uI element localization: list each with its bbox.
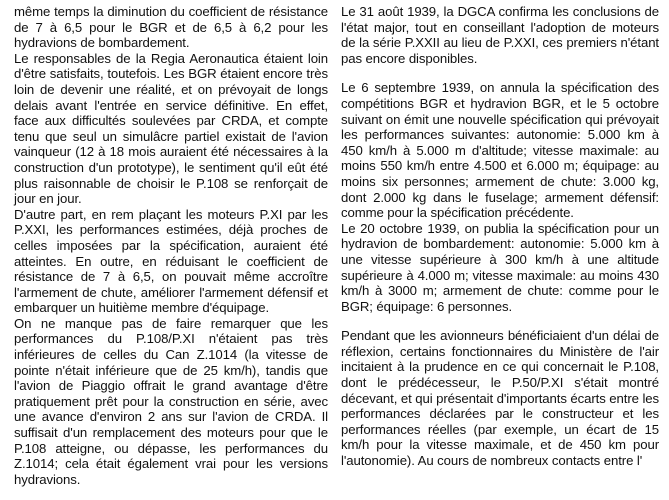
paragraph: Le 20 octobre 1939, on publia la spécification pour un hydravion de bombardement: autonomie: 5.000 km à une vitesse supérieure à 300 km/h à une altitude supérieure à 4.000 m; vitesse maximale: au moins 430 km/h à 3000 m; armement de chute: comme pour le BGR; équipage: 6 personnes. [341, 220, 659, 314]
paragraph: Le 31 août 1939, la DGCA confirma les conclusions de l'état major, tout en conseillant l'adoption de moteurs de la série P.XXII au lieu de P.XXI, ces premiers n'étant pas encore disponibles. [341, 4, 659, 66]
right-column [341, 4, 659, 469]
paragraph: même temps la diminution du coefficient de résistance de 7 à 6,5 pour le BGR et de 6,5 à 6,2 pour les hydravions de bombardement. [14, 4, 328, 51]
paragraph: Le responsables de la Regia Aeronautica étaient loin d'être satisfaits, toutefois. Les BGR étaient encore très loin de devenir une réalité, et on prévoyait de longs delais avant l'entrée en service définitive. En effet, face aux difficultés soulevées par CRDA, et compte tenu que seul un simulâcre partiel existait de l'avion vainqueur (12 à 18 mois auraient été nécessaires à la construction d'un prototype), le sentiment qu'il eût été plus raisonnable de choisir le P.108 se renforçait de jour en jour. [14, 50, 328, 207]
left-column [14, 4, 328, 487]
paragraph: D'autre part, en rem plaçant les moteurs P.XI par les P.XXI, les performances estimées, déjà proches de celles imposées par la spécification, auraient été atteintes. En outre, en réduisant le coefficient de résistance de 7 à 6,5, on pouvait même accroître l'armement de chute, améliorer l'armement défensif et embarquer un huitième membre d'équipage. [14, 206, 328, 316]
paragraph: On ne manque pas de faire remarquer que les performances du P.108/P.XI n'étaient pas très inférieures de celles du Can Z.1014 (la vitesse de pointe n'était inférieure que de 25 km/h), tandis que l'avion de Piaggio offrait le grand avantage d'être pratiquement prêt pour la construction en série, avec une avance d'environ 2 ans sur l'avion de CRDA. Il suffisait d'un remplacement des moteurs pour que le P.108 atteigne, ou dépasse, les performances du Z.1014; cela était également vrai pour les versions hydravions. [14, 315, 328, 487]
paragraph: Pendant que les avionneurs bénéficiaient d'un délai de réflexion, certains fonctionnaires du Ministère de l'air incitaient à la prudence en ce qui concernait le P.108, dont le prédécesseur, le P.50/P.XI s'était montré décevant, et qui présentait d'importants écarts entre les performances déclarées par le constructeur et les performances réelles (par exemple, un écart de 15 km/h pour la vitesse maximale, et de 450 km pour l'autonomie). Au cours de nombreux contacts entre l' [341, 328, 659, 469]
paragraph: Le 6 septembre 1939, on annula la spécification des compétitions BGR et hydravion BGR, et le 5 octobre suivant on émit une nouvelle spécification qui prévoyait les performances suivantes: autonomie: 5.000 km à 450 km/h à 5.000 m d'altitude; vitesse maximale: au moins 550 km/h entre 4.500 et 6.000 m; équipage: au moins six personnes; armement de chute: 3.000 kg, dont 2.000 kg dans le fuselage; armement défensif: comme pour la spécification précédente. [341, 80, 659, 221]
